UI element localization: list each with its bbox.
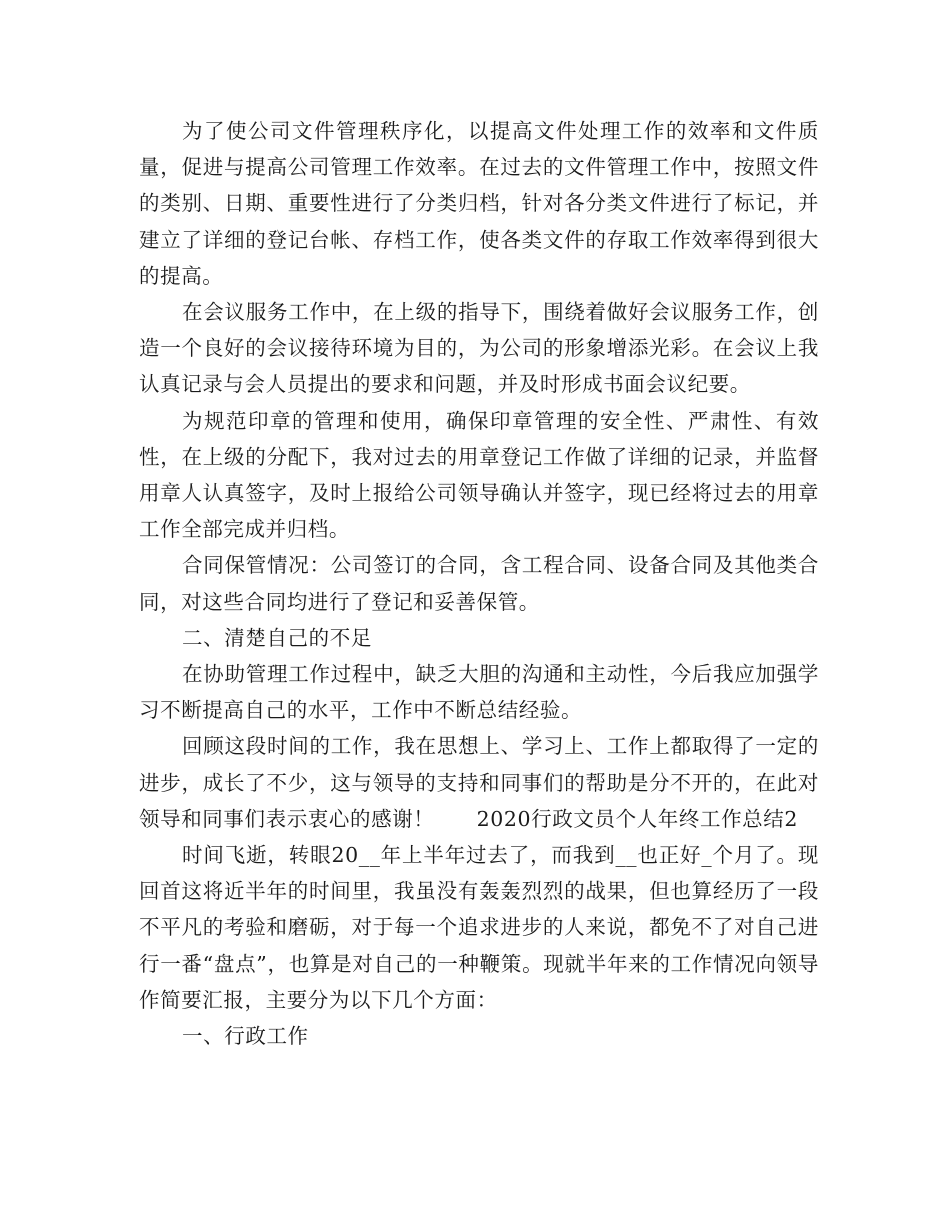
- paragraph-contract-custody: 合同保管情况：公司签订的合同，含工程合同、设备合同及其他类合同，对这些合同均进行了登记和妥善保管。: [139, 553, 819, 614]
- paragraph-meeting-service: 在会议服务工作中，在上级的指导下，围绕着做好会议服务工作，创造一个良好的会议接待环境为目的，为公司的形象增添光彩。在会议上我认真记录与会人员提出的要求和问题，并及时形成书面会议纪要。: [139, 300, 819, 397]
- paragraph-shortcomings: 在协助管理工作过程中，缺乏大胆的沟通和主动性，今后我应加强学习不断提高自己的水平，工作中不断总结经验。: [139, 662, 819, 723]
- section-heading-shortcomings: 二、清楚自己的不足: [182, 625, 372, 650]
- document-body: [139, 113, 819, 1054]
- section-heading-admin-work: 一、行政工作: [182, 1024, 309, 1049]
- paragraph-review-thanks: 回顾这段时间的工作，我在思想上、学习上、工作上都取得了一定的进步，成长了不少，这与领导的支持和同事们的帮助是分不开的，在此对领导和同事们表示衷心的感谢！ 2020行政文员个人年终工作总结2: [139, 734, 819, 831]
- paragraph-file-management: 为了使公司文件管理秩序化，以提高文件处理工作的效率和文件质量，促进与提高公司管理工作效率。在过去的文件管理工作中，按照文件的类别、日期、重要性进行了分类归档，针对各分类文件进行了标记，并建立了详细的登记台帐、存档工作，使各类文件的存取工作效率得到很大的提高。: [139, 119, 819, 288]
- paragraph-seal-management: 为规范印章的管理和使用，确保印章管理的安全性、严肃性、有效性，在上级的分配下，我对过去的用章登记工作做了详细的记录，并监督用章人认真签字，及时上报给公司领导确认并签字，现已经将过去的用章工作全部完成并归档。: [139, 408, 819, 542]
- paragraph-half-year-intro: 时间飞逝，转眼20__年上半年过去了，而我到__也正好_个月了。现回首这将近半年的时间里，我虽没有轰轰烈烈的战果，但也算经历了一段不平凡的考验和磨砺，对于每一个追求进步的人来说，都免不了对自己进行一番“盘点”，也算是对自己的一种鞭策。现就半年来的工作情况向领导作简要汇报，主要分为以下几个方面：: [139, 843, 819, 1012]
